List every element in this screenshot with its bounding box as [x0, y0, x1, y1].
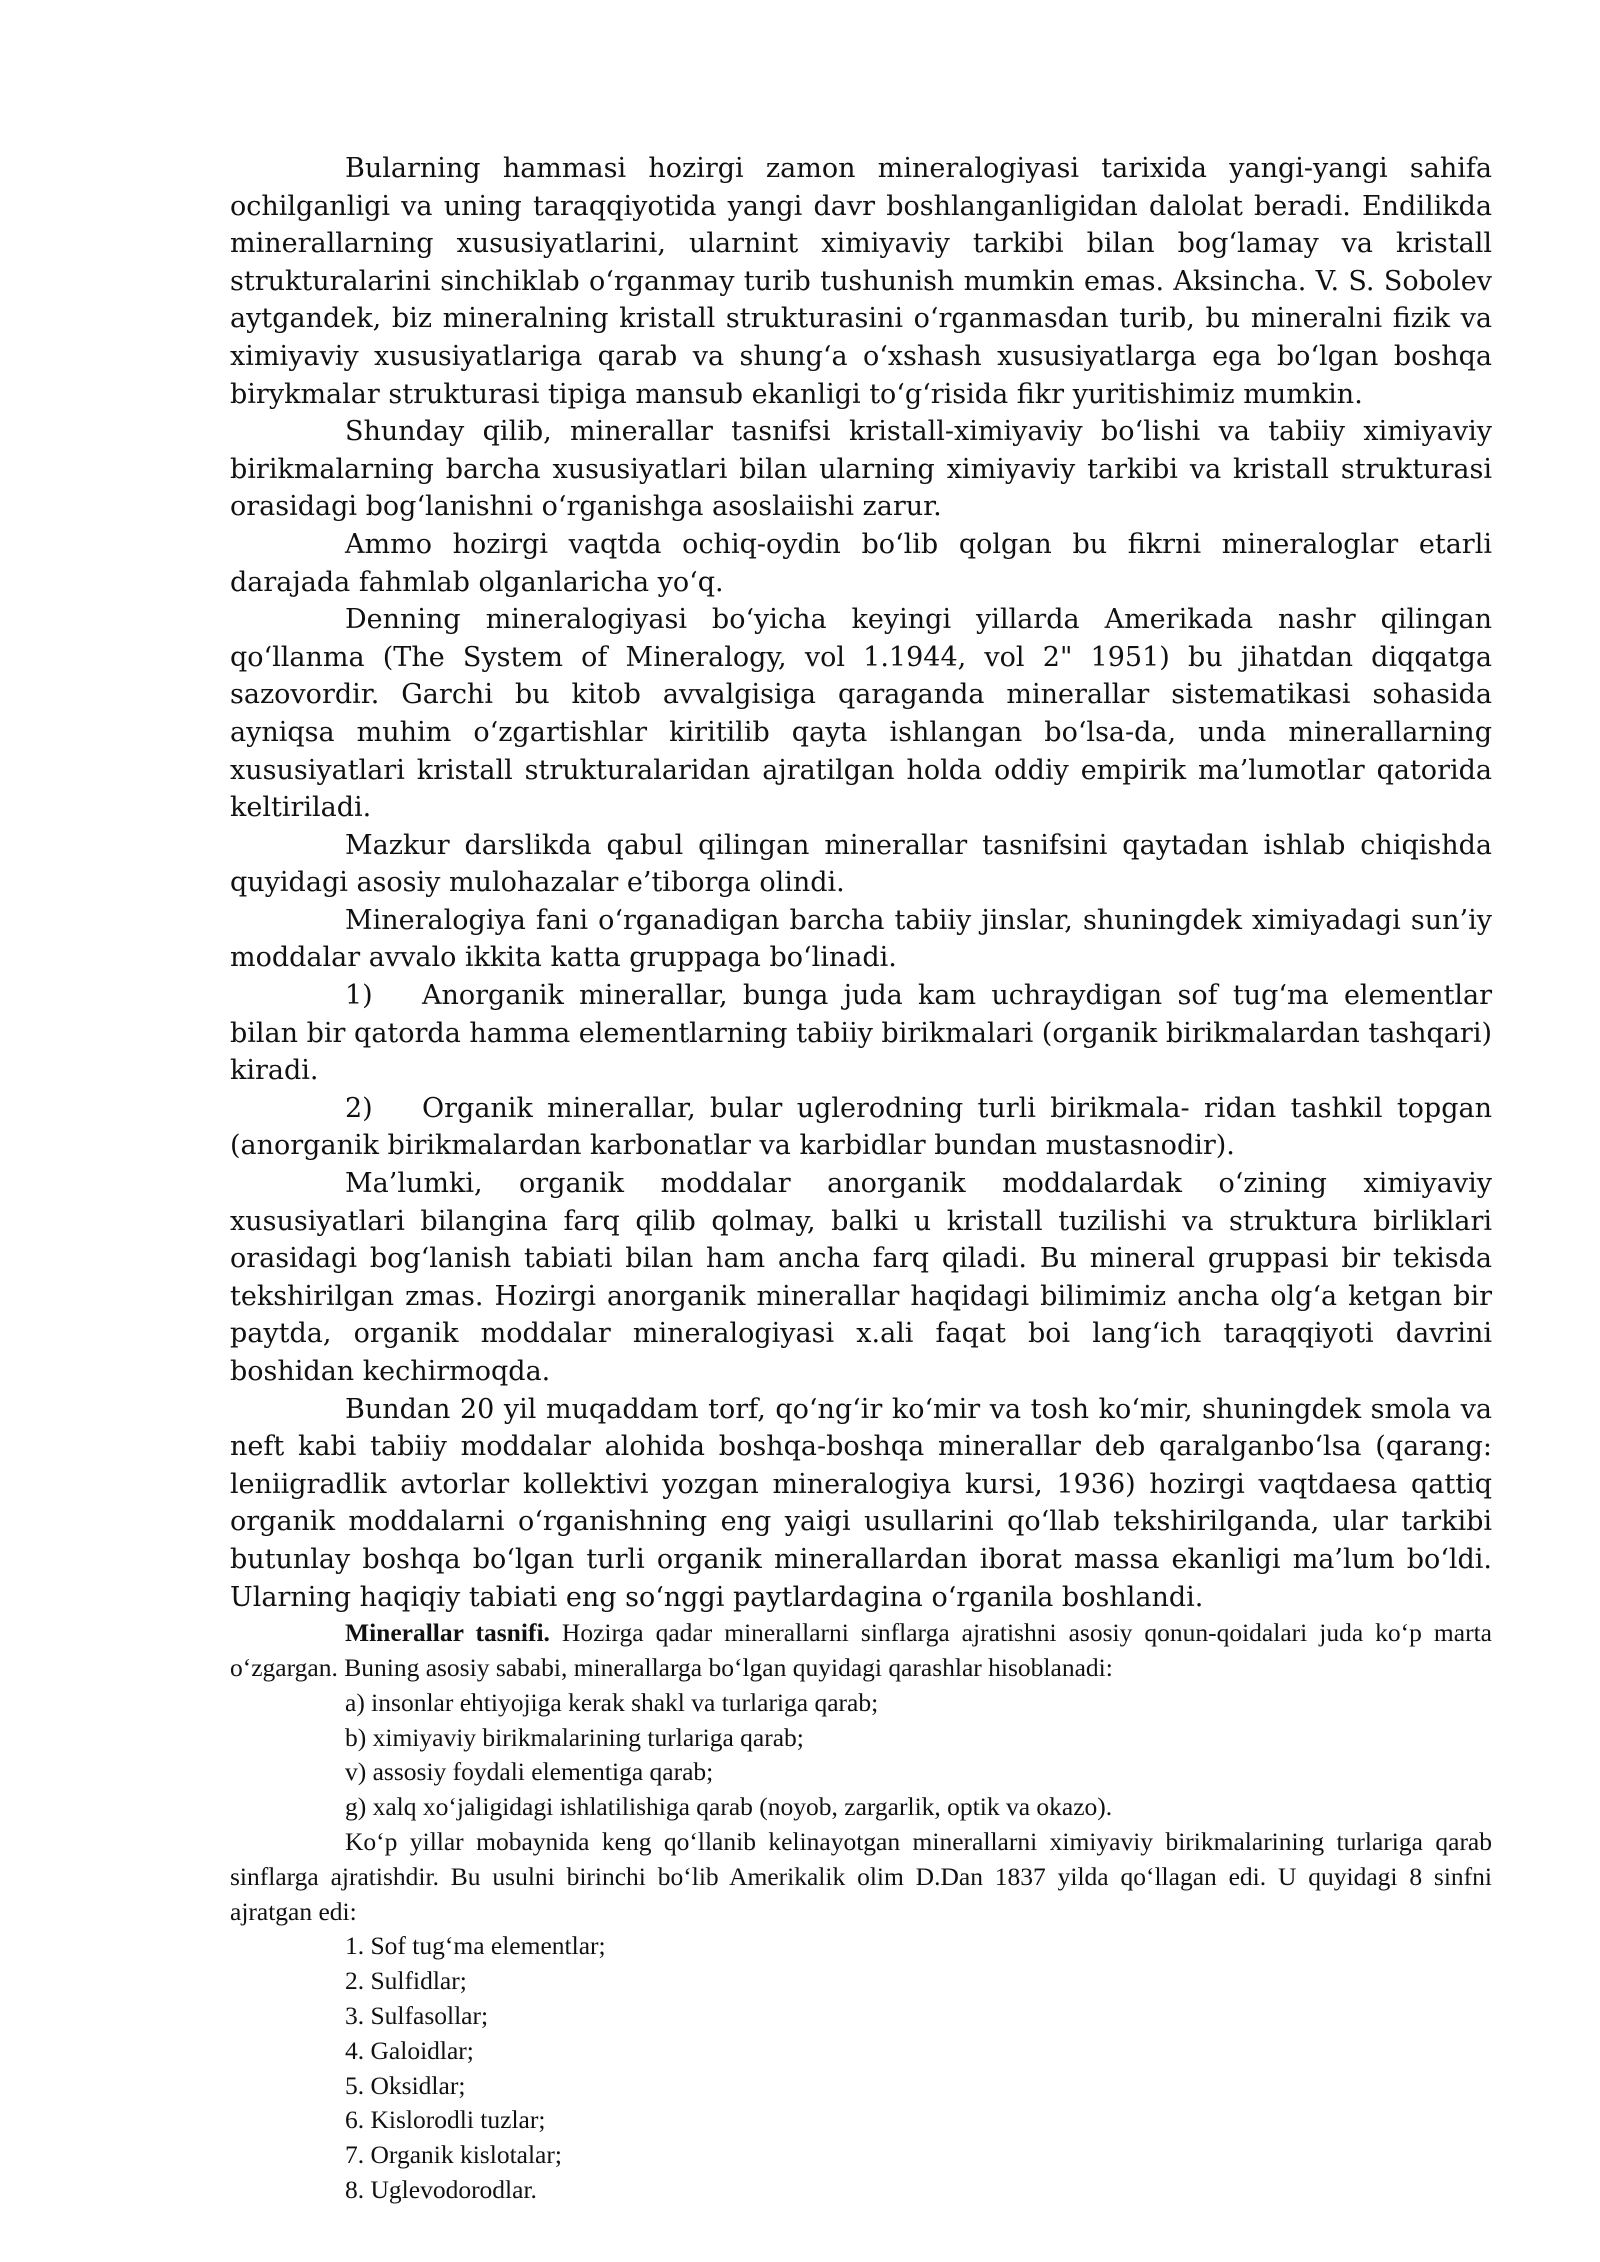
paragraph-8: Bundan 20 yil muqaddam torf, qo‘ng‘ir ko‘mir va tosh ko‘mir, shuningdek smola va neft kabi tabiiy moddalar alohida boshqa-boshqa minerallar deb qaralganbo‘lsa (qarang: leniigradlik avtorlar kollektivi yozgan mineralogiya kursi, 1936) hozirgi vaqtdaesa qattiq organik moddalarni o‘rganishning eng yaigi usullarini qo‘llab tekshirilganda, ular tarkibi butunlay boshqa bo‘lgan turli organik minerallardan iborat massa ekanligi ma’lum bo‘ldi. Ularning haqiqiy tabiati eng so‘nggi paytlardagina o‘rganila boshlandi. [230, 1393, 1492, 1613]
criteria-item: a) insonlar ehtiyojiga kerak shakl va turlariga qarab; [345, 1687, 879, 1717]
group-text: Organik minerallar, bular uglerodning turli birikmala- ridan tashkil topgan (anorganik birikmalardan karbonatlar va karbidlar bundan mustasnodir). [230, 1092, 1492, 1162]
criteria-item: g) xalq xo‘jaligidagi ishlatilishiga qarab (noyob, zargarlik, optik va okazo). [345, 1792, 1113, 1822]
class-item: 5. Oksidlar; [345, 2070, 466, 2100]
group-number: 1) [345, 980, 373, 1012]
paragraph-5: Mazkur darslikda qabul qilingan minerallar tasnifsini qaytadan ishlab chiqishda quyidagi asosiy mulohazalar e’tiborga olindi. [230, 829, 1492, 899]
group-item-2 [230, 1090, 1492, 1165]
section-heading: Minerallar tasnifi. [345, 1618, 550, 1648]
class-item: 7. Organik kislotalar; [345, 2140, 562, 2170]
section-intro [230, 1616, 1492, 1686]
section-after: Ko‘p yillar mobaynida keng qo‘llanib kelinayotgan minerallarni ximiyaviy birikmalarining turlariga qarab sinflarga ajratishdir. Bu usulni birinchi bo‘lib Amerikalik olim D.Dan 1837 yilda qo‘llagan edi. U quyidagi 8 sinfni ajratgan edi: [230, 1826, 1492, 1926]
class-item: 8. Uglevodorodlar. [345, 2174, 537, 2204]
paragraph-6: Mineralogiya fani o‘rganadigan barcha tabiiy jinslar, shuningdek ximiyadagi sun’iy moddalar avvalo ikkita katta gruppaga bo‘linadi. [230, 904, 1492, 974]
class-item: 2. Sulfidlar; [345, 1966, 467, 1996]
criteria-item: v) assosiy foydali elementiga qarab; [345, 1757, 714, 1787]
class-item: 4. Galoidlar; [345, 2035, 474, 2065]
group-text: Anorganik minerallar, bunga juda kam uchraydigan sof tug‘ma elementlar bilan bir qatorda hamma elementlarning tabiiy birikmalari (organik birikmalardan tashqari) kiradi. [230, 980, 1493, 1087]
paragraph-4: Denning mineralogiyasi bo‘yicha keyingi yillarda Amerikada nashr qilingan qo‘llanma (The System of Mineralogy, vol 1.1944, vol 2" 1951) bu jihatdan diqqatga sazovordir. Garchi bu kitob avvalgisiga qaraganda minerallar sistematikasi sohasida ayniqsa muhim o‘zgartishlar kiritilib qayta ishlangan bo‘lsa-da, unda minerallarning xususiyatlari kristall strukturalaridan ajratilgan holda oddiy empirik ma’lumotlar qatorida keltiriladi. [230, 604, 1492, 824]
paragraph-3: Ammo hozirgi vaqtda ochiq-oydin bo‘lib qolgan bu fikrni mineraloglar etarli darajada fahmlab olganlaricha yo‘q. [230, 528, 1492, 598]
criteria-item: b) ximiyaviy birikmalarining turlariga qarab; [345, 1722, 804, 1752]
class-item: 3. Sulfasollar; [345, 2000, 489, 2030]
group-item-1 [230, 977, 1492, 1090]
paragraph-1: Bularning hammasi hozirgi zamon mineralogiyasi tarixida yangi-yangi sahifa ochilganligi va uning taraqqiyotida yangi davr boshlanganligidan dalolat beradi. Endilikda minerallarning xususiyatlarini, ularnint ximiyaviy tarkibi bilan bog‘lamay va kristall strukturalarini sinchiklab o‘rganmay turib tushunish mumkin emas. Aksincha. V. S. Sobolev aytgandek, biz mineralning kristall strukturasini o‘rganmasdan turib, bu mineralni fizik va ximiyaviy xususiyatlariga qarab va shung‘a o‘xshash xususiyatlarga ega bo‘lgan boshqa birykmalar strukturasi tipiga mansub ekanligi to‘g‘risida fikr yuritishimiz mumkin. [230, 153, 1492, 410]
document-page [230, 150, 1492, 2208]
paragraph-2: Shunday qilib, minerallar tasnifsi kristall-ximiyaviy bo‘lishi va tabiiy ximiyaviy birikmalarning barcha xususiyatlari bilan ularning ximiyaviy tarkibi va kristall strukturasi orasidagi bog‘lanishni o‘rganishga asoslaiishi zarur. [230, 416, 1492, 523]
group-number: 2) [345, 1092, 373, 1124]
class-item: 1. Sof tug‘ma elementlar; [345, 1931, 606, 1961]
section-intro-text: Hozirga qadar minerallarni sinflarga ajratishni asosiy qonun-qoidalari juda ko‘p marta o‘zgargan. Buning asosiy sababi, minerallarga bo‘lgan quyidagi qarashlar hisoblanadi: [230, 1618, 1492, 1682]
paragraph-7: Ma’lumki, organik moddalar anorganik moddalardak o‘zining ximiyaviy xususiyatlari bilangina farq qilib qolmay, balki u kristall tuzilishi va struktura birliklari orasidagi bog‘lanish tabiati bilan ham ancha farq qiladi. Bu mineral gruppasi bir tekisda tekshirilgan zmas. Hozirgi anorganik minerallar haqidagi bilimimiz ancha olg‘a ketgan bir paytda, organik moddalar mineralogiyasi x.ali faqat boi lang‘ich taraqqiyoti davrini boshidan kechirmoqda. [230, 1168, 1492, 1387]
class-item: 6. Kislorodli tuzlar; [345, 2105, 546, 2135]
